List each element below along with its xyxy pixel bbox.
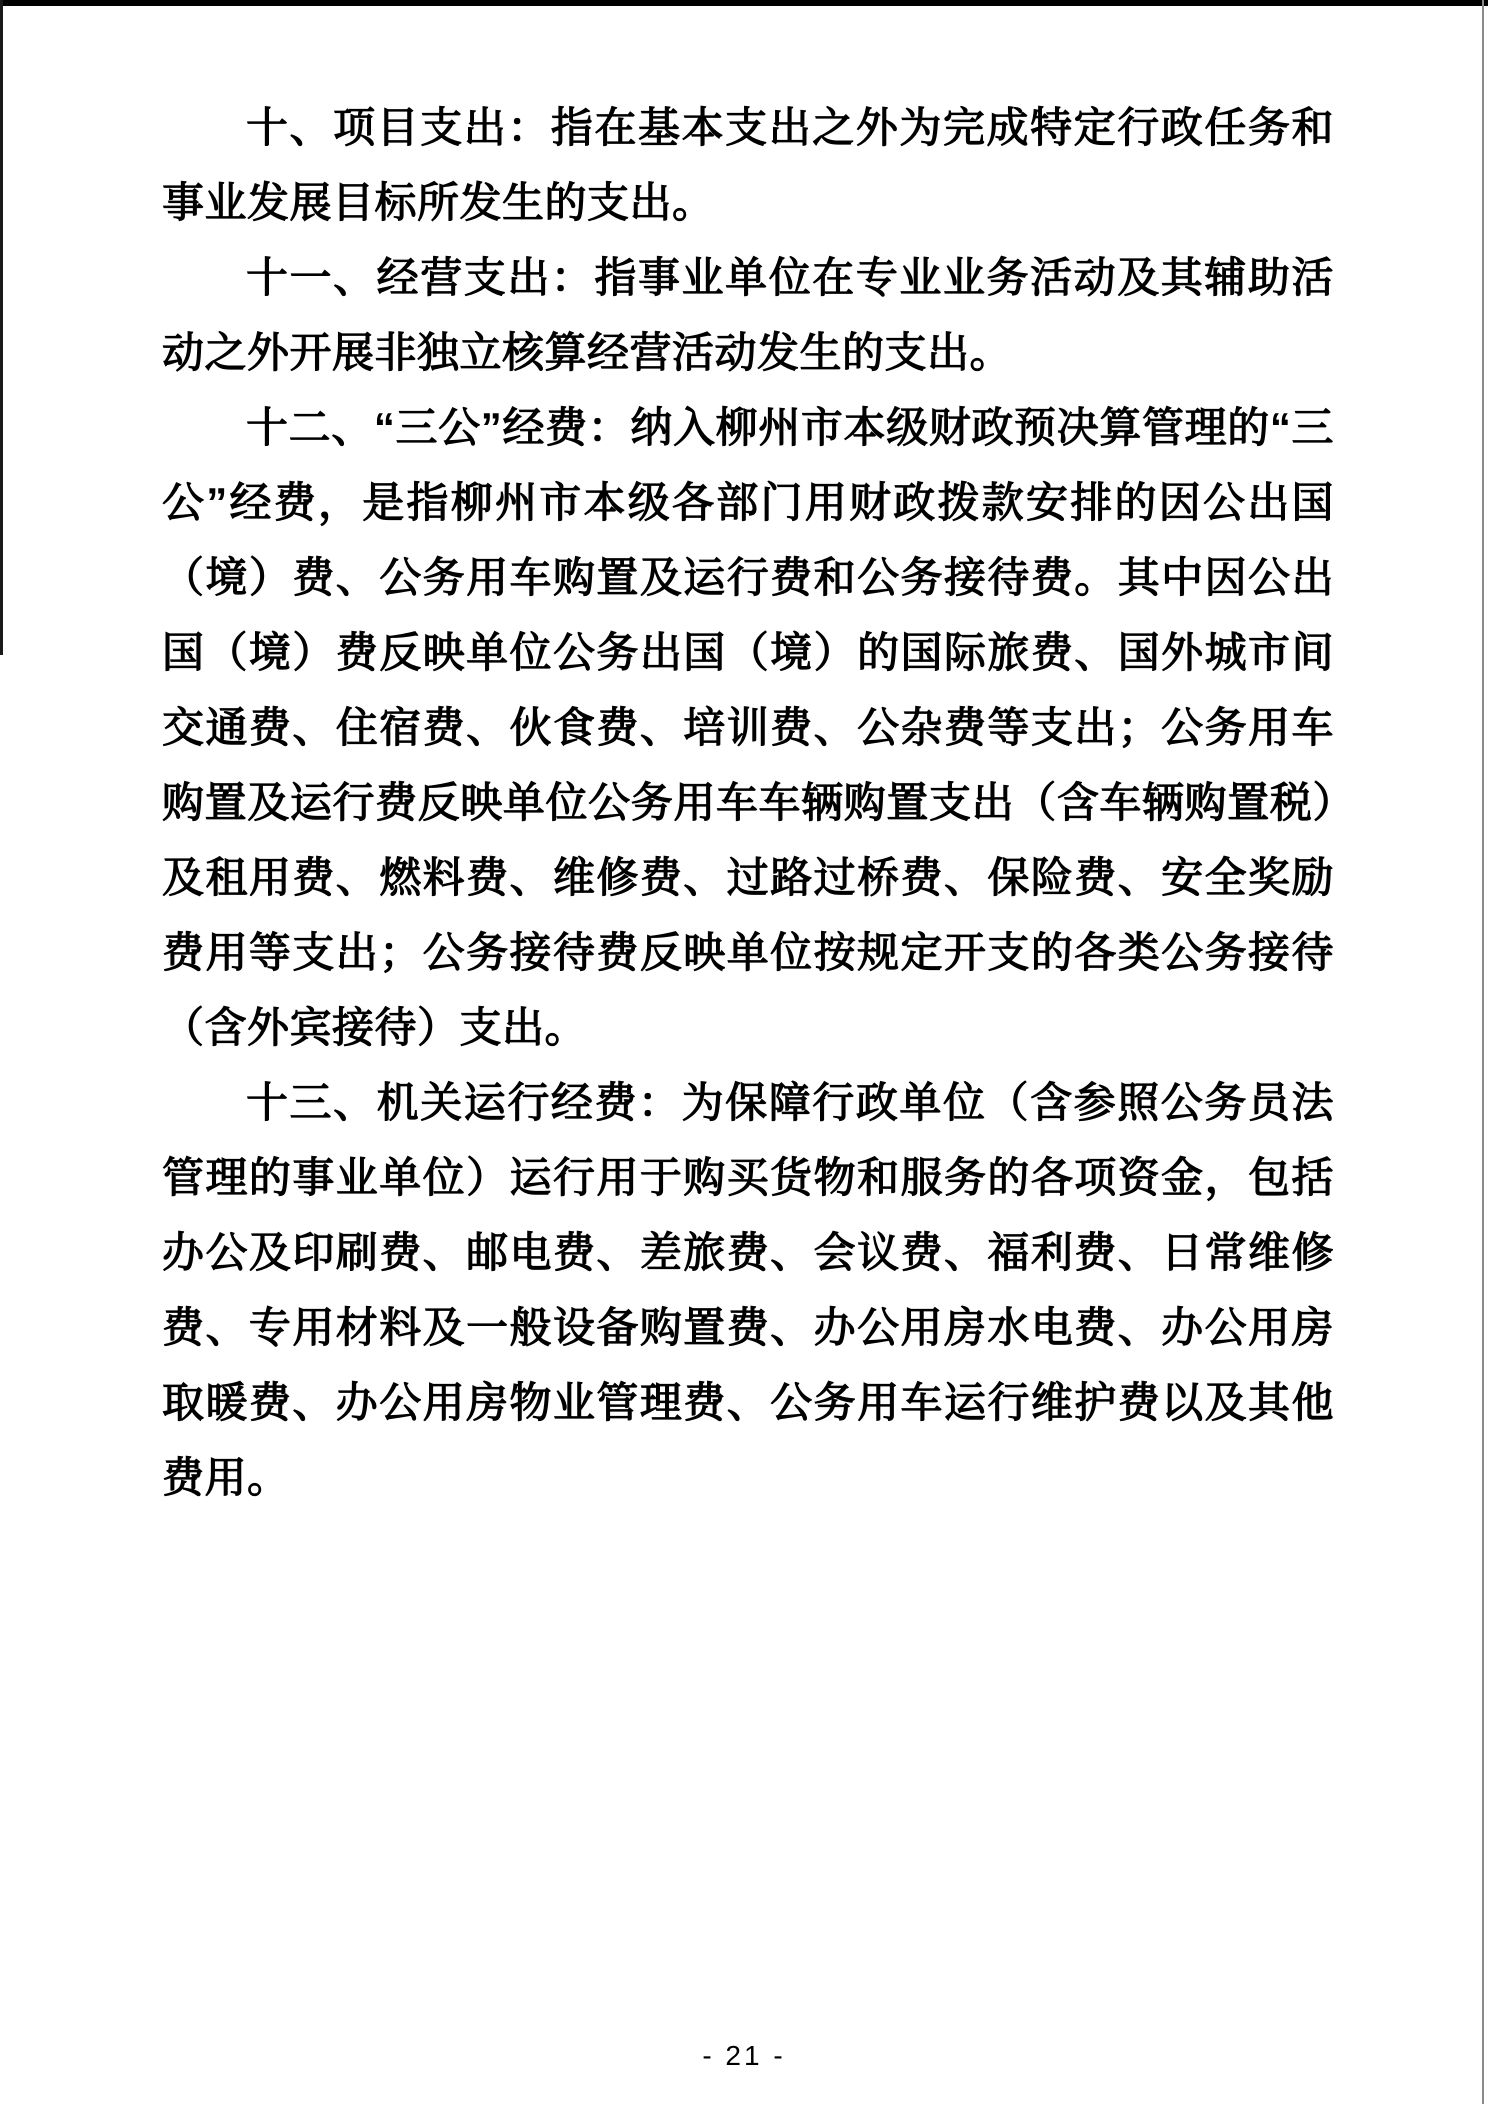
scan-right-edge-artifact — [1482, 0, 1484, 2104]
page-number: - 21 - — [702, 2040, 786, 2071]
paragraph: 十二、“三公”经费：纳入柳州市本级财政预决算管理的“三公”经费，是指柳州市本级各部门用财政拨款安排的因公出国（境）费、公务用车购置及运行费和公务接待费。其中因公出国（境）费反映单位公务出国（境）的国际旅费、国外城市间交通费、住宿费、伙食费、培训费、公杂费等支出；公务用车购置及运行费反映单位公务用车车辆购置支出（含车辆购置税）及租用费、燃料费、维修费、过路过桥费、保险费、安全奖励费用等支出；公务接待费反映单位按规定开支的各类公务接待（含外宾接待）支出。 — [162, 404, 1334, 1051]
scan-left-edge-artifact — [0, 0, 3, 655]
paragraph: 十三、机关运行经费：为保障行政单位（含参照公务员法管理的事业单位）运行用于购买货物和服务的各项资金，包括办公及印刷费、邮电费、差旅费、会议费、福利费、日常维修费、专用材料及一般设备购置费、办公用房水电费、办公用房取暖费、办公用房物业管理费、公务用车运行维护费以及其他费用。 — [162, 1079, 1334, 1501]
scan-top-edge-artifact — [0, 0, 1488, 6]
paragraph: 十一、经营支出：指事业单位在专业业务活动及其辅助活动之外开展非独立核算经营活动发生的支出。 — [162, 254, 1334, 376]
page-footer — [0, 2040, 1488, 2072]
document-text-block — [162, 90, 1334, 1515]
paragraph: 十、项目支出：指在基本支出之外为完成特定行政任务和事业发展目标所发生的支出。 — [162, 104, 1334, 226]
